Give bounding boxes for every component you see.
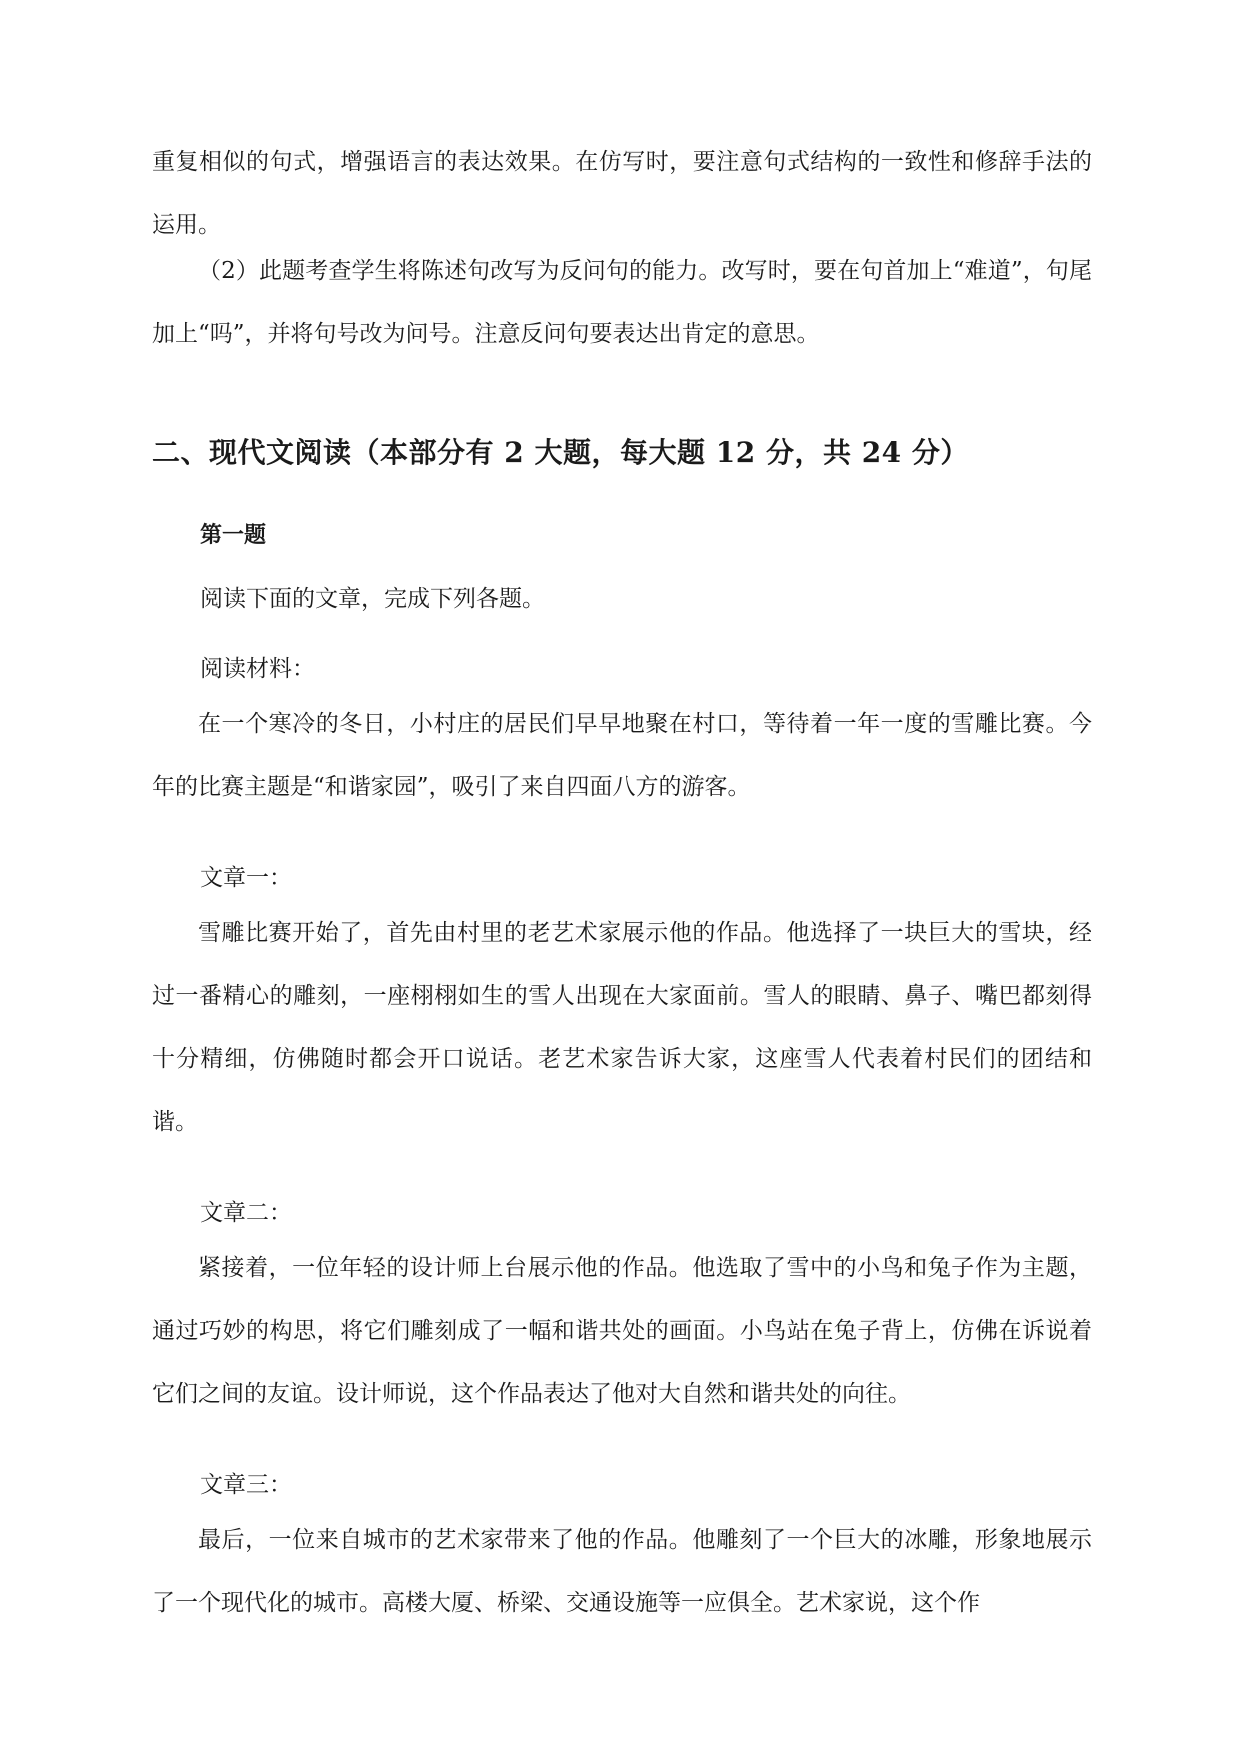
question-heading: 第一题 — [200, 522, 267, 548]
instruction-text: 阅读下面的文章，完成下列各题。 — [200, 586, 545, 612]
article3-paragraph: 最后，一位来自城市的艺术家带来了他的作品。他雕刻了一个巨大的冰雕，形象地展示了一个现代化的城市。高楼大厦、桥梁、交通设施等一应俱全。艺术家说，这个作 — [152, 1527, 1092, 1616]
material-label: 阅读材料： — [200, 656, 315, 682]
article1-paragraph: 雪雕比赛开始了，首先由村里的老艺术家展示他的作品。他选择了一块巨大的雪块，经过一番精心的雕刻，一座栩栩如生的雪人出现在大家面前。雪人的眼睛、鼻子、嘴巴都刻得十分精细，仿佛随时都会开口说话。老艺术家告诉大家，这座雪人代表着村民们的团结和谐。 — [152, 920, 1092, 1135]
article2-paragraph: 紧接着，一位年轻的设计师上台展示他的作品。他选取了雪中的小鸟和兔子作为主题，通过巧妙的构思，将它们雕刻成了一幅和谐共处的画面。小鸟站在兔子背上，仿佛在诉说着它们之间的友谊。设计师说，这个作品表达了他对大自然和谐共处的向往。 — [152, 1255, 1092, 1407]
article2-label: 文章二： — [200, 1200, 292, 1226]
material-paragraph: 在一个寒冷的冬日，小村庄的居民们早早地聚在村口，等待着一年一度的雪雕比赛。今年的比赛主题是“和谐家园”，吸引了来自四面八方的游客。 — [152, 711, 1092, 800]
paragraph-continued: 重复相似的句式，增强语言的表达效果。在仿写时，要注意句式结构的一致性和修辞手法的运用。 — [152, 149, 1092, 238]
article3-label: 文章三： — [200, 1472, 292, 1498]
section-heading: 二、现代文阅读（本部分有 2 大题，每大题 12 分，共 24 分） — [152, 436, 969, 469]
paragraph-answer-2: （2）此题考查学生将陈述句改写为反问句的能力。改写时，要在句首加上“难道”，句尾加上“吗”，并将句号改为问号。注意反问句要表达出肯定的意思。 — [152, 258, 1092, 347]
article1-label: 文章一： — [200, 865, 292, 891]
